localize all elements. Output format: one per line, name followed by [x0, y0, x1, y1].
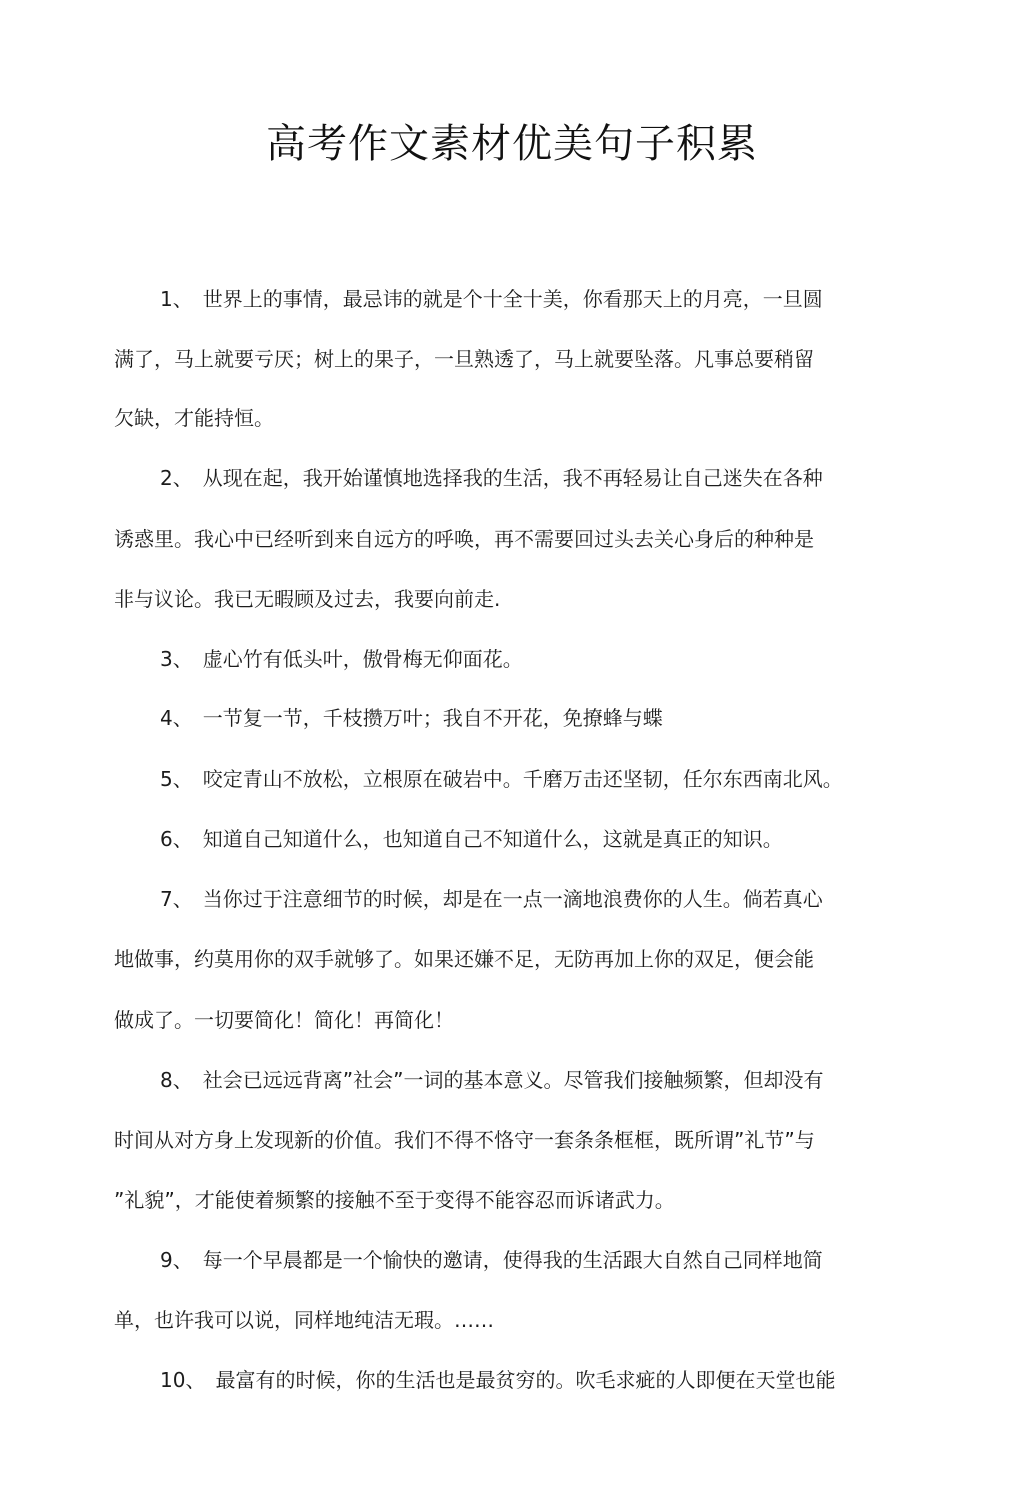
- line-text: 做成了。一切要简化！简化！再简化！: [114, 1008, 454, 1032]
- text-line: [160, 1066, 920, 1094]
- line-text: 每一个早晨都是一个愉快的邀请，使得我的生活跟大自然自己同样地简: [202, 1248, 823, 1272]
- item-number: 10、: [160, 1368, 206, 1392]
- text-line: [160, 704, 920, 732]
- text-line: [114, 945, 874, 973]
- text-line: [160, 1366, 920, 1394]
- line-text: 诱惑里。我心中已经听到来自远方的呼唤，再不需要回过头去关心身后的种种是: [114, 527, 814, 551]
- item-number: 1、: [160, 287, 193, 311]
- text-line: [114, 1186, 874, 1214]
- line-text: 最富有的时候，你的生活也是最贫穷的。吹毛求疵的人即便在天堂也能: [215, 1368, 836, 1392]
- line-text: 知道自己知道什么，也知道自己不知道什么，这就是真正的知识。: [202, 827, 783, 851]
- item-number: 5、: [160, 767, 193, 791]
- text-line: [114, 404, 874, 432]
- item-number: 9、: [160, 1248, 193, 1272]
- item-number: 2、: [160, 466, 193, 490]
- item-number: 3、: [160, 647, 193, 671]
- line-text: 虚心竹有低头叶，傲骨梅无仰面花。: [202, 647, 523, 671]
- text-line: [160, 885, 920, 913]
- text-line: [160, 825, 920, 853]
- line-text: 咬定青山不放松，立根原在破岩中。千磨万击还坚韧，任尔东西南北风。: [202, 767, 843, 791]
- item-number: 6、: [160, 827, 193, 851]
- text-line: [114, 1306, 874, 1334]
- line-text: 满了，马上就要亏厌；树上的果子，一旦熟透了，马上就要坠落。凡事总要稍留: [114, 347, 814, 371]
- text-line: [160, 645, 920, 673]
- line-text: 世界上的事情，最忌讳的就是个十全十美，你看那天上的月亮，一旦圆: [202, 287, 823, 311]
- line-text: 单，也许我可以说，同样地纯洁无瑕。……: [114, 1308, 494, 1332]
- text-line: [160, 285, 920, 313]
- text-line: [160, 464, 920, 492]
- text-line: [114, 1006, 874, 1034]
- line-text: 欠缺，才能持恒。: [114, 406, 274, 430]
- line-text: 社会已远远背离”社会”一词的基本意义。尽管我们接触频繁，但却没有: [202, 1068, 824, 1092]
- line-text: 当你过于注意细节的时候，却是在一点一滴地浪费你的人生。倘若真心: [202, 887, 823, 911]
- text-line: [114, 525, 874, 553]
- line-text: 地做事，约莫用你的双手就够了。如果还嫌不足，无防再加上你的双足，便会能: [114, 947, 814, 971]
- text-line: [114, 1126, 874, 1154]
- line-text: 时间从对方身上发现新的价值。我们不得不恪守一套条条框框，既所谓”礼节”与: [114, 1128, 815, 1152]
- text-line: [114, 585, 874, 613]
- item-number: 4、: [160, 706, 193, 730]
- line-text: 从现在起，我开始谨慎地选择我的生活，我不再轻易让自己迷失在各种: [202, 466, 823, 490]
- line-text: 非与议论。我已无暇顾及过去，我要向前走.: [114, 587, 501, 611]
- text-line: [160, 1246, 920, 1274]
- text-line: [160, 765, 920, 793]
- item-number: 8、: [160, 1068, 193, 1092]
- page-title: 高考作文素材优美句子积累: [266, 121, 758, 167]
- item-number: 7、: [160, 887, 193, 911]
- text-line: [114, 345, 874, 373]
- line-text: 一节复一节，千枝攒万叶；我自不开花，免撩蜂与蝶: [202, 706, 663, 730]
- line-text: ”礼貌”，才能使着频繁的接触不至于变得不能容忍而诉诸武力。: [114, 1188, 675, 1212]
